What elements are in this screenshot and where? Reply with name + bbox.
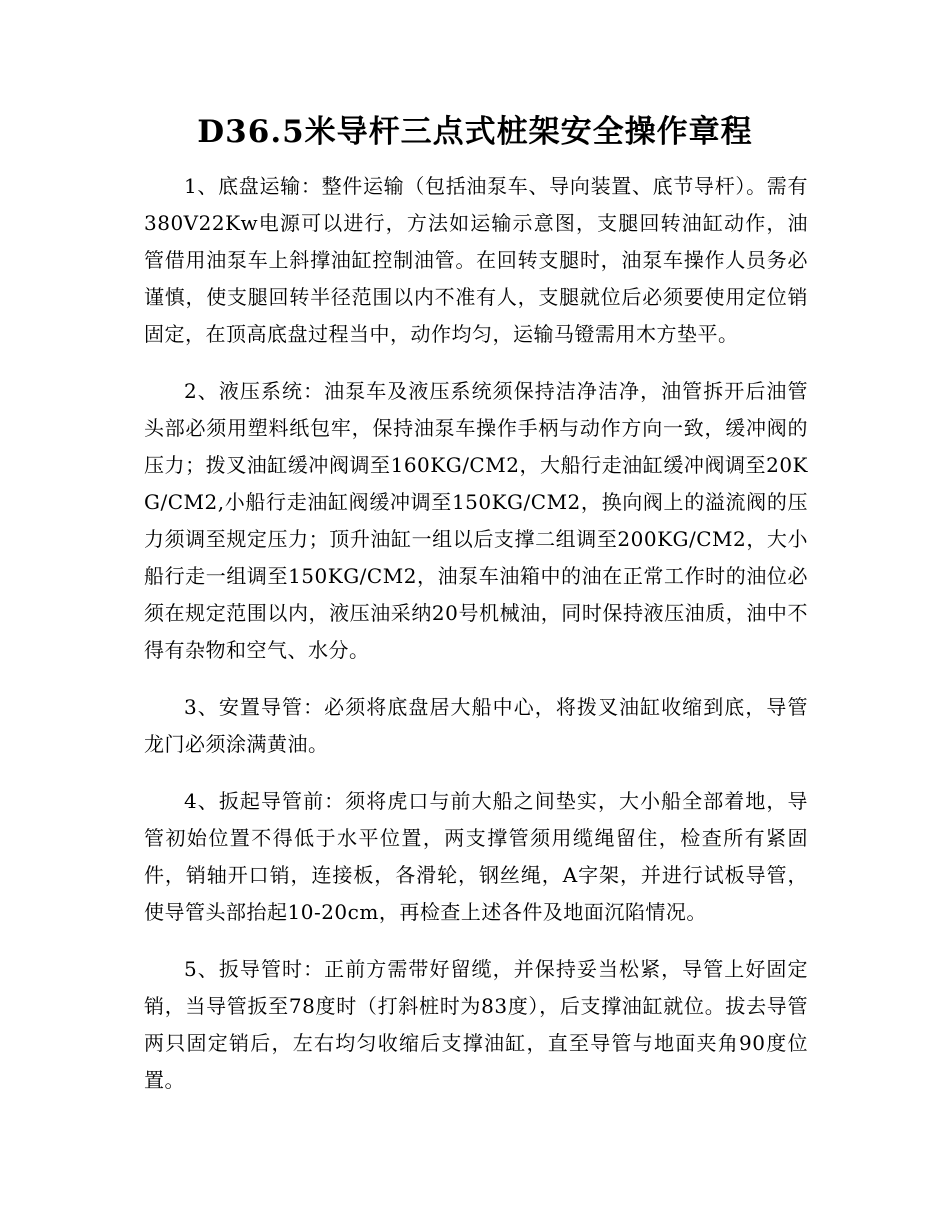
paragraph-1: 1、底盘运输：整件运输（包括油泵车、导向装置、底节导杆）。需有380V22Kw电源可以进行，方法如运输示意图，支腿回转油缸动作，油管借用油泵车上斜撑油缸控制油管。在回转支腿时，油泵车操作人员务必谨慎，使支腿回转半径范围以内不准有人，支腿就位后必须要使用定位销固定，在顶高底盘过程当中，动作均匀，运输马镫需用木方垫平。 bbox=[144, 174, 808, 346]
paragraph-2: 2、液压系统：油泵车及液压系统须保持洁净洁净，油管拆开后油管头部必须用塑料纸包牢，保持油泵车操作手柄与动作方向一致，缓冲阀的压力；拨叉油缸缓冲阀调至160KG/CM2，大船行走油缸缓冲阀调至20KG/CM2,小船行走油缸阀缓冲调至150KG/CM2，换向阀上的溢流阀的压力须调至规定压力；顶升油缸一组以后支撑二组调至200KG/CM2，大小船行走一组调至150KG/CM2，油泵车油箱中的油在正常工作时的油位必须在规定范围以内，液压油采纳20号机械油，同时保持液压油质，油中不得有杂物和空气、水分。 bbox=[144, 379, 808, 662]
paragraph-4: 4、扳起导管前：须将虎口与前大船之间垫实，大小船全部着地，导管初始位置不得低于水平位置，两支撑管须用缆绳留住，检查所有紧固件，销轴开口销，连接板，各滑轮，钢丝绳，A字架，并进行试板导管，使导管头部抬起10-20cm，再检查上述各件及地面沉陷情况。 bbox=[144, 789, 808, 924]
document-title: D36.5米导杆三点式桩架安全操作章程 bbox=[197, 114, 753, 150]
paragraph-3: 3、安置导管：必须将底盘居大船中心，将拨叉油缸收缩到底，导管龙门必须涂满黄油。 bbox=[144, 695, 808, 756]
document-body bbox=[144, 168, 808, 1119]
paragraph-5: 5、扳导管时：正前方需带好留缆，并保持妥当松紧，导管上好固定销，当导管扳至78度时（打斜桩时为83度），后支撑油缸就位。拔去导管两只固定销后，左右均匀收缩后支撑油缸，直至导管与地面夹角90度位置。 bbox=[144, 957, 808, 1092]
